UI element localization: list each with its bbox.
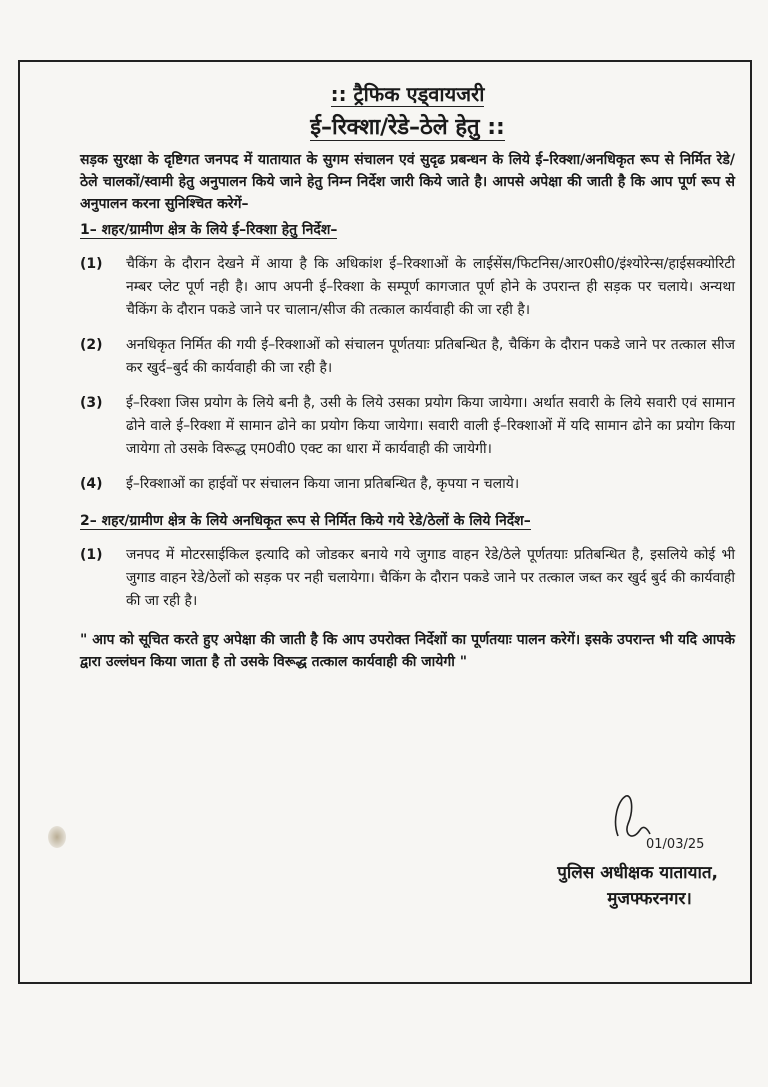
intro-paragraph: सड़क सुरक्षा के दृष्टिगत जनपद में यातायात के सुगम संचालन एवं सुदृढ प्रबन्धन के लिये ई–रिक्शा/अनधिकृत रूप से निर्मित रेडे/ठेले चालकों/स्वामी हेतु अनुपालन किये जाने हेतु निम्न निर्देश जारी किये जाते है। आपसे अपेक्षा की जाती है कि आप पूर्ण रूप से अनुपालन करना सुनिश्चित करेगें–: [80, 152, 735, 212]
item-number: (2): [80, 337, 103, 353]
signatory-place: मुजफ्फरनगर।: [607, 889, 692, 909]
section1-item: [80, 473, 735, 496]
advisory-title: :: ट्रैफिक एड्वायजरी: [330, 82, 485, 106]
item-text: चैकिंग के दौरान देखने में आया है कि अधिकांश ई–रिक्शाओं के लाईसेंस/फिटनिस/आर0सी0/इंश्योरेन्स/हाईसक्योरिटी नम्बर प्लेट पूर्ण नही है। आप अपनी ई–रिक्शा के सम्पूर्ण कागजात पूर्ण होने के उपरान्त ही सड़क पर चलाये। अन्यथा चैकिंग के दौरान पकडे जाने पर चालान/सीज की तत्काल कार्यवाही की जा रही है।: [126, 256, 735, 318]
handwritten-signature: [604, 790, 714, 854]
advisory-subtitle: ई–रिक्शा/रेडे–ठेले हेतु ::: [310, 115, 505, 140]
item-text: अनधिकृत निर्मित की गयी ई–रिक्शाओं को संचालन पूर्णतयाः प्रतिबन्धित है, चैकिंग के दौरान पकडे जाने पर तत्काल सीज कर खुर्द–बुर्द की कार्यवाही की जा रही है।: [126, 337, 735, 376]
item-text: जनपद में मोटरसाईकिल इत्यादि को जोडकर बनाये गये जुगाड वाहन रेडे/ठेले पूर्णतयाः प्रतिबन्धित है, इसलिये कोई भी जुगाड वाहन रेडे/ठेलों को सड़क पर नही चलायेगा। चैकिंग के दौरान पकडे जाने पर तत्काल जब्त कर खुर्द बुर्द की कार्यवाही की जा रही है।: [126, 547, 735, 609]
section2-item: [80, 544, 735, 613]
section1-heading: 1– शहर/ग्रामीण क्षेत्र के लिये ई–रिक्शा हेतु निर्देश–: [80, 222, 338, 238]
advisory-body: [80, 80, 735, 673]
section1-item: [80, 392, 735, 461]
section1-item: [80, 253, 735, 322]
signatory-block: [557, 860, 718, 912]
section2-heading: 2– शहर/ग्रामीण क्षेत्र के लिये अनधिकृत रूप से निर्मित किये गये रेडे/ठेलों के लिये निर्देश–: [80, 513, 531, 529]
item-number: (1): [80, 256, 103, 272]
item-text: ई–रिक्शा जिस प्रयोग के लिये बनी है, उसी के लिये उसका प्रयोग किया जायेगा। अर्थात सवारी के लिये सवारी एवं सामान ढोने वाले ई–रिक्शा में सामान ढोने का प्रयोग किया जायेगा। सवारी वाली ई–रिक्शाओं में यदि सामान ढोने का प्रयोग किया जायेगा तो उसके विरूद्ध एम0वी0 एक्ट का धारा में कार्यवाही की जायेगी।: [126, 395, 735, 457]
closing-note: " आप को सूचित करते हुए अपेक्षा की जाती है कि आप उपरोक्त निर्देशों का पूर्णतयाः पालन करेगें। इसके उपरान्त भी यदि आपके द्वारा उल्लंघन किया जाता है तो उसके विरूद्ध तत्काल कार्यवाही की जायेगी ": [80, 632, 735, 670]
item-text: ई–रिक्शाओं का हाईवों पर संचालन किया जाना प्रतिबन्धित है, कृपया न चलाये।: [126, 476, 520, 492]
item-number: (4): [80, 476, 103, 492]
signature-date: 01/03/25: [646, 837, 705, 852]
section1-item: [80, 334, 735, 380]
item-number: (3): [80, 395, 103, 411]
item-number: (1): [80, 547, 103, 563]
paper-stain: [48, 826, 66, 848]
signatory-title: पुलिस अधीक्षक यातायात,: [557, 863, 718, 883]
